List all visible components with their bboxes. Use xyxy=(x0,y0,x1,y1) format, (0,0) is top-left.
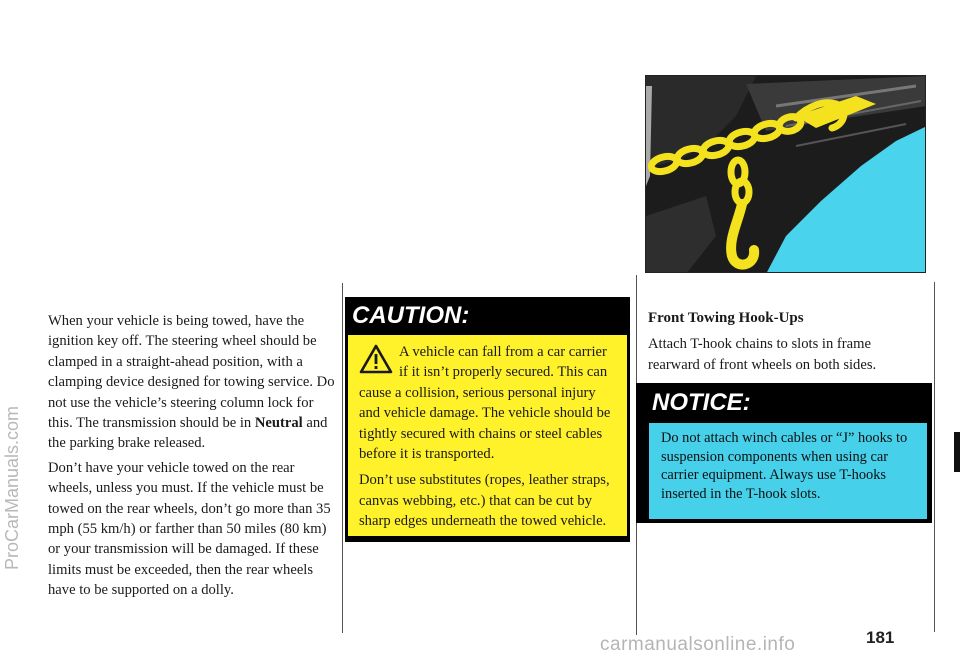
notice-body: Do not attach winch cables or “J” hooks to suspension components when using car carrier equipment. Always use T-hooks inserted in the T-hook slots. xyxy=(649,423,927,519)
t-hook-chain-illustration xyxy=(645,75,926,273)
side-watermark: ProCarManuals.com xyxy=(2,405,22,570)
column-divider-far-right xyxy=(934,282,935,632)
column-divider-left xyxy=(342,283,343,633)
caution-body xyxy=(348,335,627,536)
section-edge-tab xyxy=(954,432,960,472)
warning-triangle-icon xyxy=(359,344,393,374)
page-number: 181 xyxy=(866,628,895,647)
caution-paragraph-2: Don’t use substitutes (ropes, leather straps, canvas webbing, etc.) that can be cut by sharp edges underneath the towed vehicle. xyxy=(359,472,610,530)
caution-box xyxy=(345,297,630,542)
footer-watermark: carmanualsonline.info xyxy=(600,634,796,655)
ignition-paragraph: When your vehicle is being towed, have the ignition key off. The steering wheel should be clamped in a straight-ahead position, with a clamping device designed for towing service. Do not use the vehicle’s steering column lock for this. The transmission should be in Neutral and the parking brake released. xyxy=(48,313,335,452)
notice-title: NOTICE: xyxy=(652,389,751,416)
front-towing-heading: Front Towing Hook-Ups xyxy=(648,310,804,326)
notice-box xyxy=(636,383,932,523)
right-column xyxy=(648,308,918,379)
left-column xyxy=(48,311,340,605)
rear-wheels-paragraph: Don’t have your vehicle towed on the rear wheels, unless you must. If the vehicle must be towed on the rear wheels, don’t go more than 35 mph (55 km/h) or farther than 50 miles (80 km) or your transmission will be damaged. If these limits must be exceeded, then the rear wheels have to be supported on a dolly. xyxy=(48,459,331,599)
caution-title: CAUTION: xyxy=(345,297,630,335)
caution-paragraph-1: A vehicle can fall from a car carrier if it isn’t properly secured. This can cause a collision, serious personal injury and vehicle damage. The vehicle should be tightly secured with chains or steel cables before it is transported. xyxy=(359,344,611,463)
front-towing-paragraph: Attach T-hook chains to slots in frame rearward of front wheels on both sides. xyxy=(648,336,877,373)
neutral-emphasis: Neutral xyxy=(254,415,303,432)
